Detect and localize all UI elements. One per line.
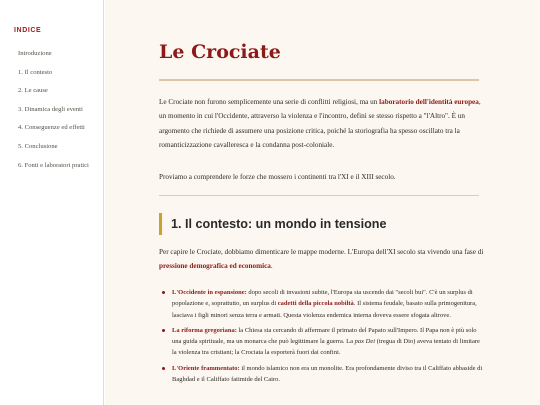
bullet-text: la Chiesa sta cercando di affermare il primato del Papato sull'Impero. Il Papa non è più solo una guida spirituale, ma un monarca che può legittimare la guerra. La (172, 326, 477, 346)
intro-highlight: laboratorio dell'identità europea (379, 98, 479, 106)
sidebar (0, 0, 104, 405)
section-divider (159, 195, 479, 196)
toc-item-conseguenze[interactable]: 4. Conseguenze ed effetti (18, 124, 85, 132)
bullet-text: il mondo islamico non era un monolite. Era profondamente diviso tra il Califfato abbaside di Baghdad e il Califfato fatimide del Cairo. (172, 364, 483, 384)
context-bullet-list (159, 287, 484, 389)
toc-item-contesto[interactable]: 1. Il contesto (18, 68, 53, 76)
section-highlight: pressione demografica ed economica (159, 262, 271, 271)
bullet-term: La riforma gregoriana: (172, 326, 237, 334)
list-item (159, 287, 484, 321)
toc-item-fonti[interactable]: 6. Fonti e laboratori pratici (18, 161, 89, 169)
section-text-1: Per capire le Crociate, dobbiamo dimenticare le mappe moderne. L'Europa dell'XI secolo sta vivendo una fase di (159, 248, 484, 256)
article (105, 0, 540, 405)
sidebar-heading: INDICE (14, 27, 42, 34)
bullet-term: L'Oriente frammentato: (172, 364, 240, 372)
section-text-2: . (270, 262, 273, 271)
bullet-italic: pax Dei (354, 338, 376, 346)
toc-item-introduzione[interactable]: Introduzione (18, 50, 52, 57)
intro-text-2: , un momento in cui l'Occidente, attraverso la violenza e l'incontro, definì se stesso rispetto a "l'Altro". È un argomento che richiede di assumere una posizione critica, poiché la storiografia ha spesso oscillato tra la romanticizzazione cavalleresca e la condanna post-coloniale. (159, 98, 481, 149)
list-item (159, 363, 484, 386)
table-of-contents (18, 49, 100, 179)
list-item (159, 325, 484, 359)
toc-item-dinamica[interactable]: 3. Dinamica degli eventi (18, 105, 83, 113)
bullet-term: L'Occidente in espansione: (172, 289, 247, 296)
section-heading-contesto: 1. Il contesto: un mondo in tensione (159, 213, 479, 235)
intro-paragraph (159, 95, 484, 152)
section-paragraph (159, 245, 484, 274)
toc-item-conclusione[interactable]: 5. Conclusione (18, 142, 58, 150)
bullet-highlight: cadetti della piccola nobiltà (277, 300, 354, 308)
bullet-text: . Il sistema feudale, basato sulla primogenitura, lasciava i figli minori senza terra e armati. Questa violenza endemica interna doveva essere sfogata altrove. (172, 300, 477, 319)
intro-paragraph-2: Proviamo a comprendere le forze che mossero i continenti tra l'XI e il XIII secolo. (159, 173, 396, 181)
bullet-text: dopo secoli di invasioni subite, l'Europa sta uscendo dai "secoli bui". C'è un surplus di popolazione e, soprattutto, un surplus di (172, 289, 473, 308)
intro-text-1: Le Crociate non furono semplicemente una serie di conflitti religiosi, ma un (159, 98, 380, 106)
toc-item-cause[interactable]: 2. Le cause (18, 87, 48, 95)
bullet-text: (tregua di Dio) aveva tentato di limitare la violenza tra cristiani; la Crociata la esporterà fuori dai confini. (172, 338, 480, 357)
title-divider (159, 79, 479, 81)
page-title: Le Crociate (159, 41, 281, 63)
